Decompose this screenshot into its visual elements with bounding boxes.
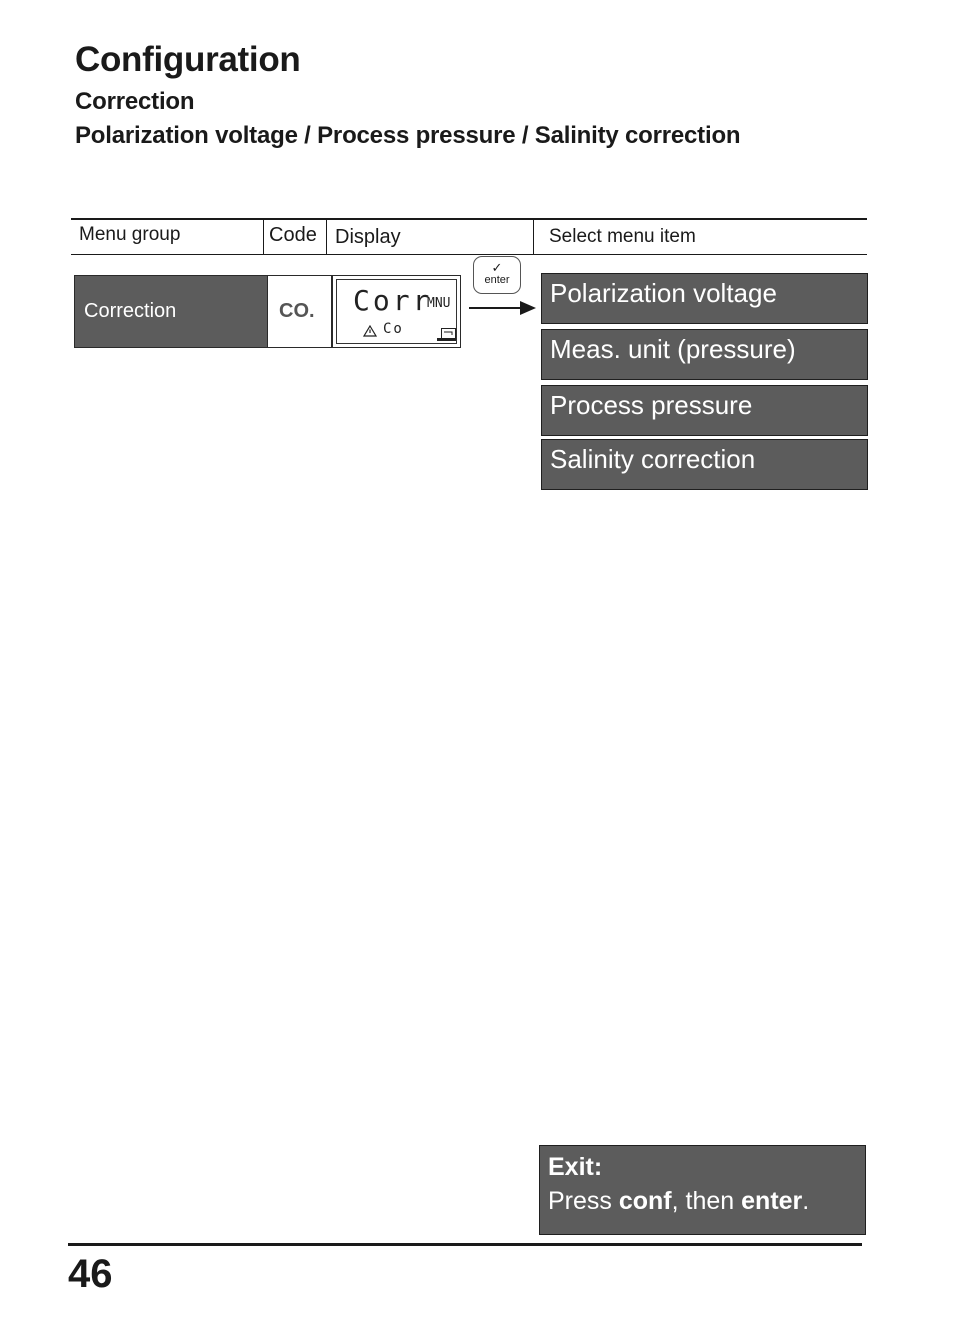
exit-text-post: .	[802, 1187, 810, 1215]
column-divider	[326, 219, 327, 254]
menu-item-label: Polarization voltage	[550, 278, 777, 308]
lcd-mode-text: MNU	[427, 296, 451, 311]
section-subtitle: Correction	[75, 88, 195, 115]
menu-item-label: Salinity correction	[550, 444, 756, 474]
enter-key-label: enter	[484, 274, 510, 286]
menu-group-label: Correction	[84, 300, 177, 322]
menu-item-meas-unit-pressure[interactable]	[541, 329, 868, 380]
menu-group-correction	[74, 275, 268, 348]
menu-code-label: CO.	[279, 300, 315, 322]
table-top-rule	[71, 218, 867, 220]
lcd-display	[332, 275, 461, 348]
exit-heading: Exit:	[548, 1153, 603, 1181]
page-title: Configuration	[75, 40, 301, 79]
exit-key-conf: conf	[618, 1187, 672, 1215]
page-number: 46	[68, 1252, 113, 1296]
sensor-icon	[441, 326, 456, 337]
header-select-menu-item: Select menu item	[549, 226, 696, 247]
warning-icon	[363, 324, 377, 336]
column-divider	[263, 219, 264, 254]
menu-item-label: Process pressure	[550, 390, 753, 420]
exit-key-enter: enter	[741, 1187, 803, 1215]
header-code: Code	[269, 224, 317, 246]
lcd-screen	[336, 279, 457, 344]
lcd-bar	[437, 338, 456, 341]
exit-text-pre: Press	[548, 1187, 619, 1215]
exit-instructions	[539, 1145, 866, 1235]
exit-text	[548, 1184, 865, 1218]
lcd-main-text: Corr	[353, 284, 433, 317]
menu-item-polarization-voltage[interactable]	[541, 273, 868, 324]
lcd-sub-text: Co	[383, 321, 404, 337]
menu-code	[268, 275, 332, 348]
header-menu-group: Menu group	[79, 224, 181, 245]
header-display: Display	[335, 226, 401, 248]
section-subtitle-topics: Polarization voltage / Process pressure / Salinity correction	[75, 122, 741, 149]
menu-item-salinity-correction[interactable]	[541, 439, 868, 490]
table-header-rule	[71, 254, 867, 255]
footer-rule	[68, 1243, 862, 1246]
enter-key-icon[interactable]	[473, 256, 521, 294]
column-divider	[533, 219, 534, 254]
arrow-right-icon	[468, 298, 538, 318]
menu-item-label: Meas. unit (pressure)	[550, 334, 796, 364]
checkmark-icon: ✓	[491, 260, 503, 275]
menu-item-process-pressure[interactable]	[541, 385, 868, 436]
exit-text-mid: , then	[671, 1187, 742, 1215]
